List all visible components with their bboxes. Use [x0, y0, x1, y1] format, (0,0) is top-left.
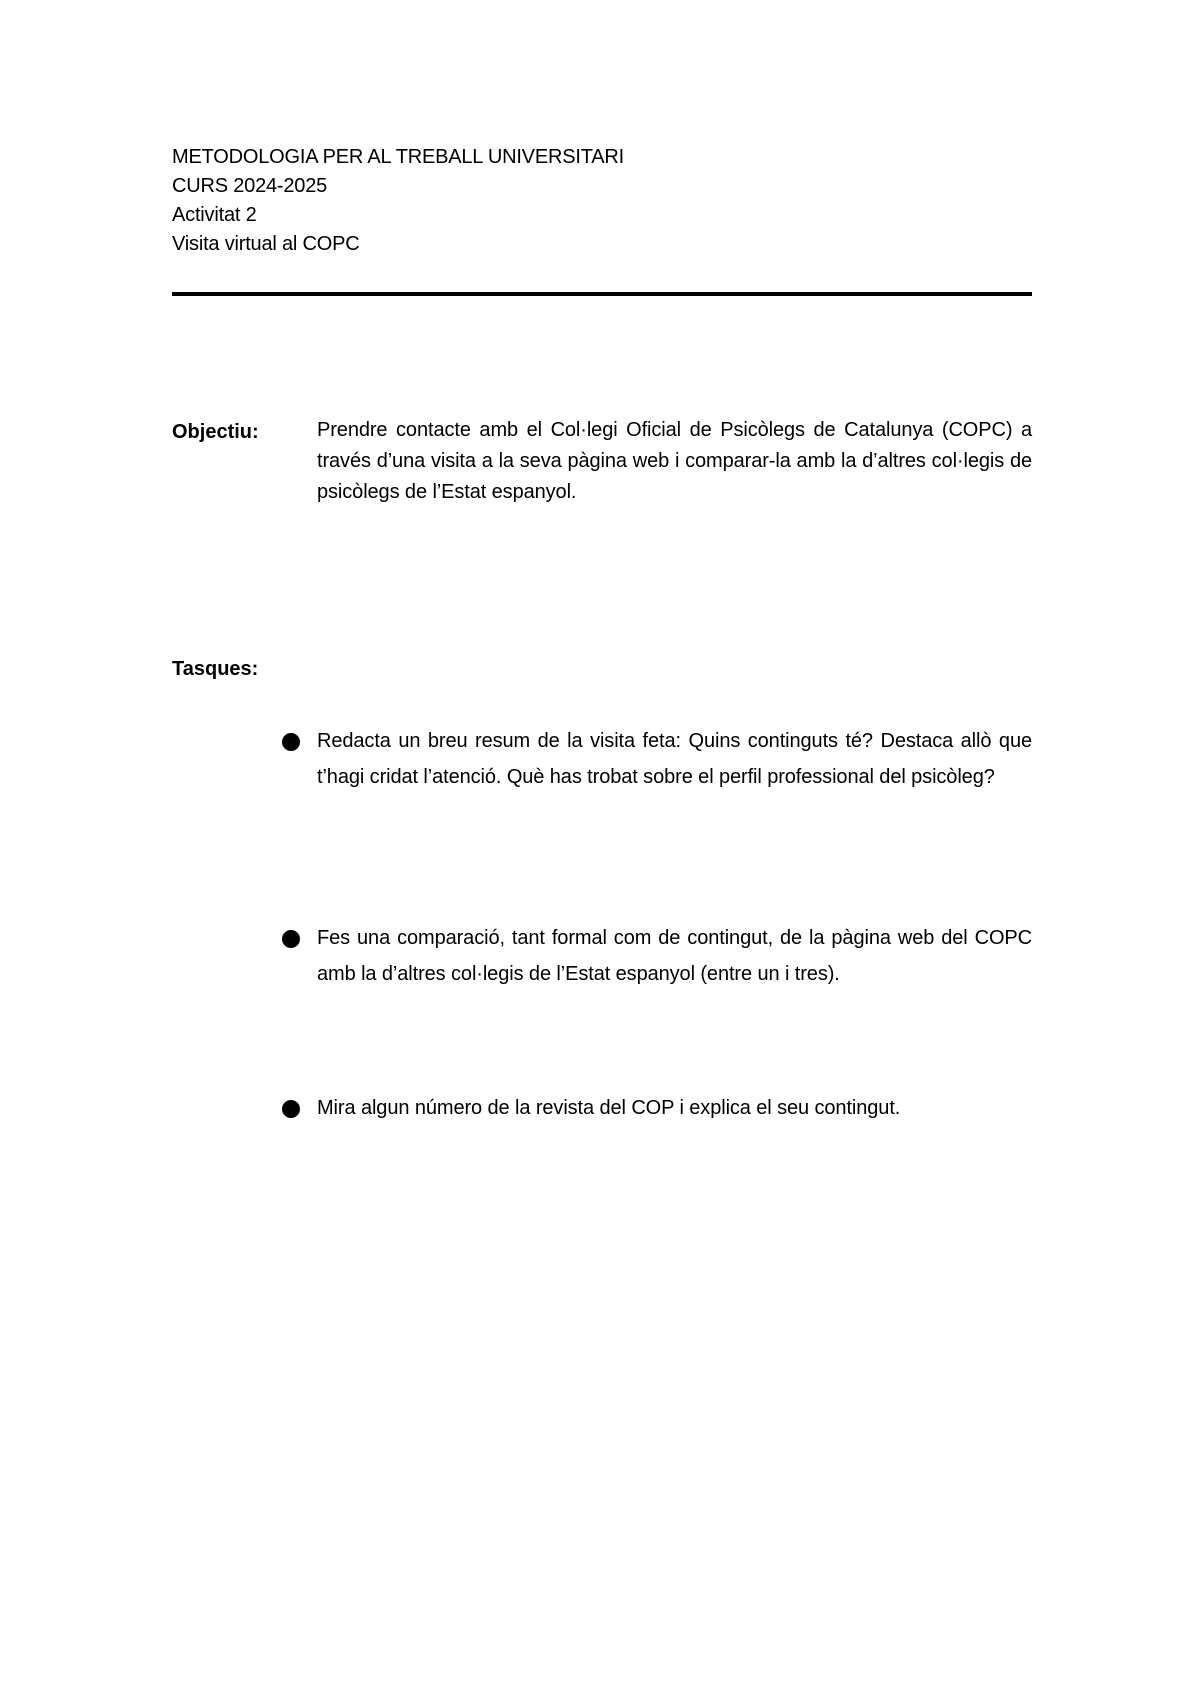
header-divider	[172, 292, 1032, 296]
bullet-icon	[282, 1100, 300, 1118]
task-item	[278, 1090, 1032, 1126]
task-text: Mira algun número de la revista del COP i explica el seu contingut.	[317, 1097, 901, 1119]
tasks-label: Tasques:	[172, 658, 259, 680]
bullet-icon	[282, 733, 300, 751]
course-year: CURS 2024-2025	[172, 175, 328, 197]
objective-label: Objectiu:	[172, 421, 259, 443]
task-text: Redacta un breu resum de la visita feta: Quins continguts té? Destaca allò que t’hagi cridat l’atenció. Què has trobat sobre el perfil professional del psicòleg?	[317, 730, 1032, 788]
task-item	[278, 920, 1032, 992]
activity-number: Activitat 2	[172, 204, 257, 226]
task-text: Fes una comparació, tant formal com de contingut, de la pàgina web del COPC amb la d’altres col·legis de l’Estat espanyol (entre un i tres).	[317, 927, 1032, 985]
objective-text: Prendre contacte amb el Col·legi Oficial de Psicòlegs de Catalunya (COPC) a través d’una visita a la seva pàgina web i comparar-la amb la d’altres col·legis de psicòlegs de l’Estat espanyol.	[317, 419, 1032, 503]
task-item	[278, 723, 1032, 795]
course-title: METODOLOGIA PER AL TREBALL UNIVERSITARI	[172, 146, 624, 168]
activity-title: Visita virtual al COPC	[172, 233, 360, 255]
document-header	[172, 143, 1032, 259]
bullet-icon	[282, 930, 300, 948]
